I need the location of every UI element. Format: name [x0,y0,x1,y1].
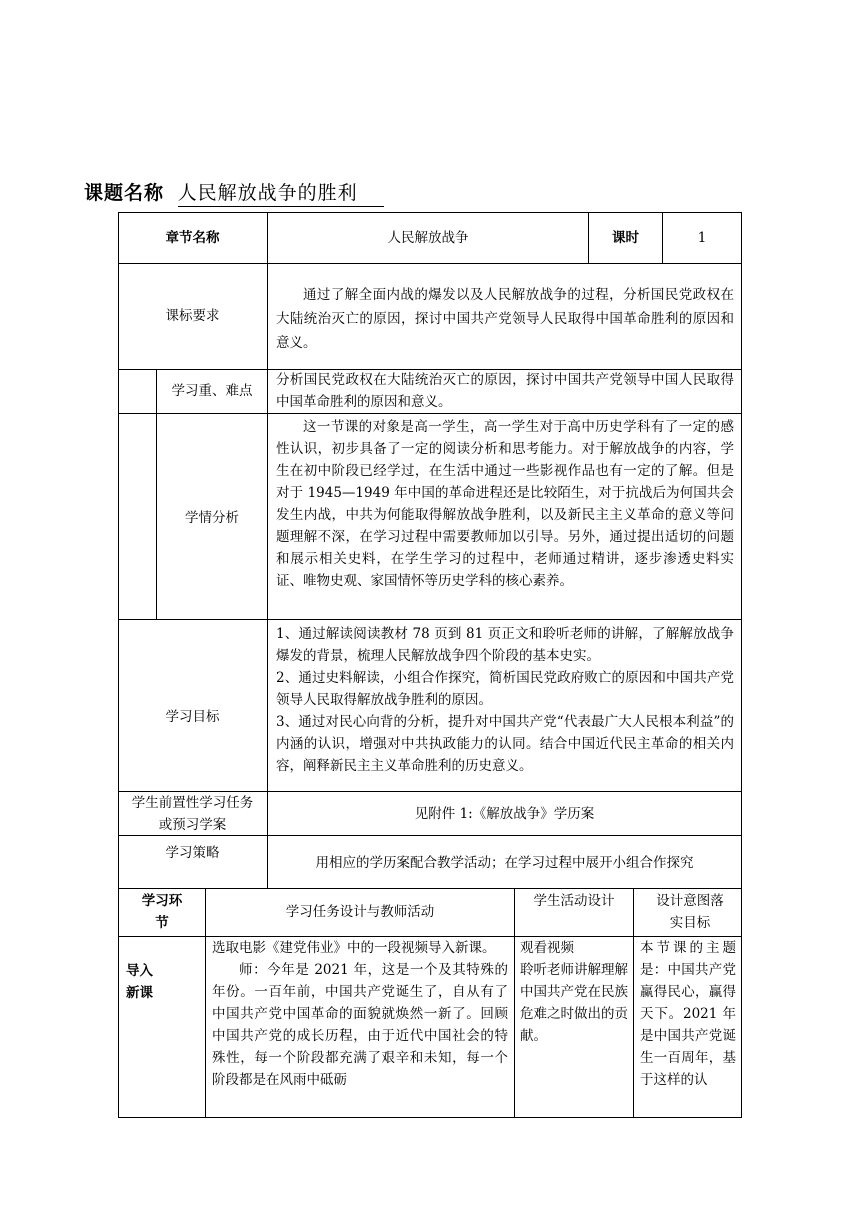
header-teacher: 学习任务设计与教师活动 [285,904,435,920]
teacher-activity [212,937,508,1091]
goal-item: 1、通过解读阅读教材 78 页到 81 页正文和聆听老师的讲解，了解解放战争爆发的背景，梳理人民解放战争四个阶段的基本史实。 [276,626,734,664]
teacher-activity-p2: 师：今年是 2021 年，这是一个及其特殊的年份。一百年前，中国共产党诞生了，自从有了中国共产党中国革命的面貌就焕然一新了。回顾中国共产党的成长历程，由于近代中国社会的特殊性，每一个阶段都充满了艰辛和未知，每一个阶段都是在风雨中砥砺 [212,962,508,1088]
keypoints-text: 分析国民党政权在大陆统治灭亡的原因，探讨中国共产党领导中国人民取得中国革命胜利的原因和意义。 [276,372,734,410]
standard-label: 课标要求 [165,308,220,324]
teacher-activity-p1: 选取电影《建党伟业》中的一段视频导入新课。 [212,940,496,956]
header-intent: 设计意图落实目标 [656,893,724,931]
strategy-text: 用相应的学历案配合教学活动；在学习过程中展开小组合作探究 [315,855,694,871]
goal-item: 3、通过对民心向背的分析，提升对中国共产党“代表最广大人民根本利益”的内涵的认识，增强对中共执政能力的认同。结合中国近代民主革命的相关内容，阐释新民主主义革命胜利的历史意义。 [276,714,734,774]
prestudy-text: 见附件 1:《解放战争》学历案 [414,806,595,822]
hours-label: 课时 [612,230,639,246]
analysis-text: 这一节课的对象是高一学生，高一学生对于高中历史学科有了一定的感性认识，初步具备了一定的阅读分析和思考能力。对于解放战争的内容，学生在初中阶段已经学过，在生活中通过一些影视作品也有一定的了解。但是对于 1945—1949 年中国的革命进程还是比较陌生，对于抗战后为何国共会发生内战，中共为何能取得解放战争胜利，以及新民主主义革命的意义等问题理解不深，在学习过程中需要教师加以引导。另外，通过提出适切的问题和展示相关史料，在学生学习的过程中，老师通过精讲，逐步渗透史料实证、唯物史观、家国情怀等历史学科的核心素养。 [276,419,734,589]
goals-label: 学习目标 [165,709,220,725]
keypoints-label: 学习重、难点 [171,383,253,399]
lesson-title-label: 课题名称 [84,182,165,204]
header-stage: 学习环节 [141,893,183,931]
lesson-title-value: 人民解放战争的胜利 [178,178,384,207]
lesson-title [84,178,384,207]
goals-list [276,623,734,777]
student-activity [520,937,628,1047]
chapter-label: 章节名称 [165,230,220,246]
header-student: 学生活动设计 [533,893,615,909]
analysis-label: 学情分析 [185,510,239,526]
goal-item: 2、通过史料解读，小组合作探究，简析国民党政府败亡的原因和中国共产党领导人民取得解放战争胜利的原因。 [276,670,734,708]
design-intent: 本节课的主题是：中国共产党赢得民心，赢得天下。2021 年是中国共产党诞生一百周年，基于这样的认 [640,940,736,1088]
strategy-label: 学习策略 [165,845,220,861]
student-activity-l2: 聆听老师讲解理解中国共产党在民族危难之时做出的贡献。 [520,962,628,1044]
student-activity-l1: 观看视频 [520,940,574,956]
stage-cell: 导入新课 [126,963,153,1001]
chapter-value: 人民解放战争 [387,230,469,246]
standard-text: 通过了解全面内战的爆发以及人民解放战争的过程，分析国民党政权在大陆统治灭亡的原因，探讨中国共产党领导人民取得中国革命胜利的原因和意义。 [276,287,734,351]
prestudy-label: 学生前置性学习任务或预习学案 [131,795,254,833]
hours-value: 1 [697,230,707,246]
